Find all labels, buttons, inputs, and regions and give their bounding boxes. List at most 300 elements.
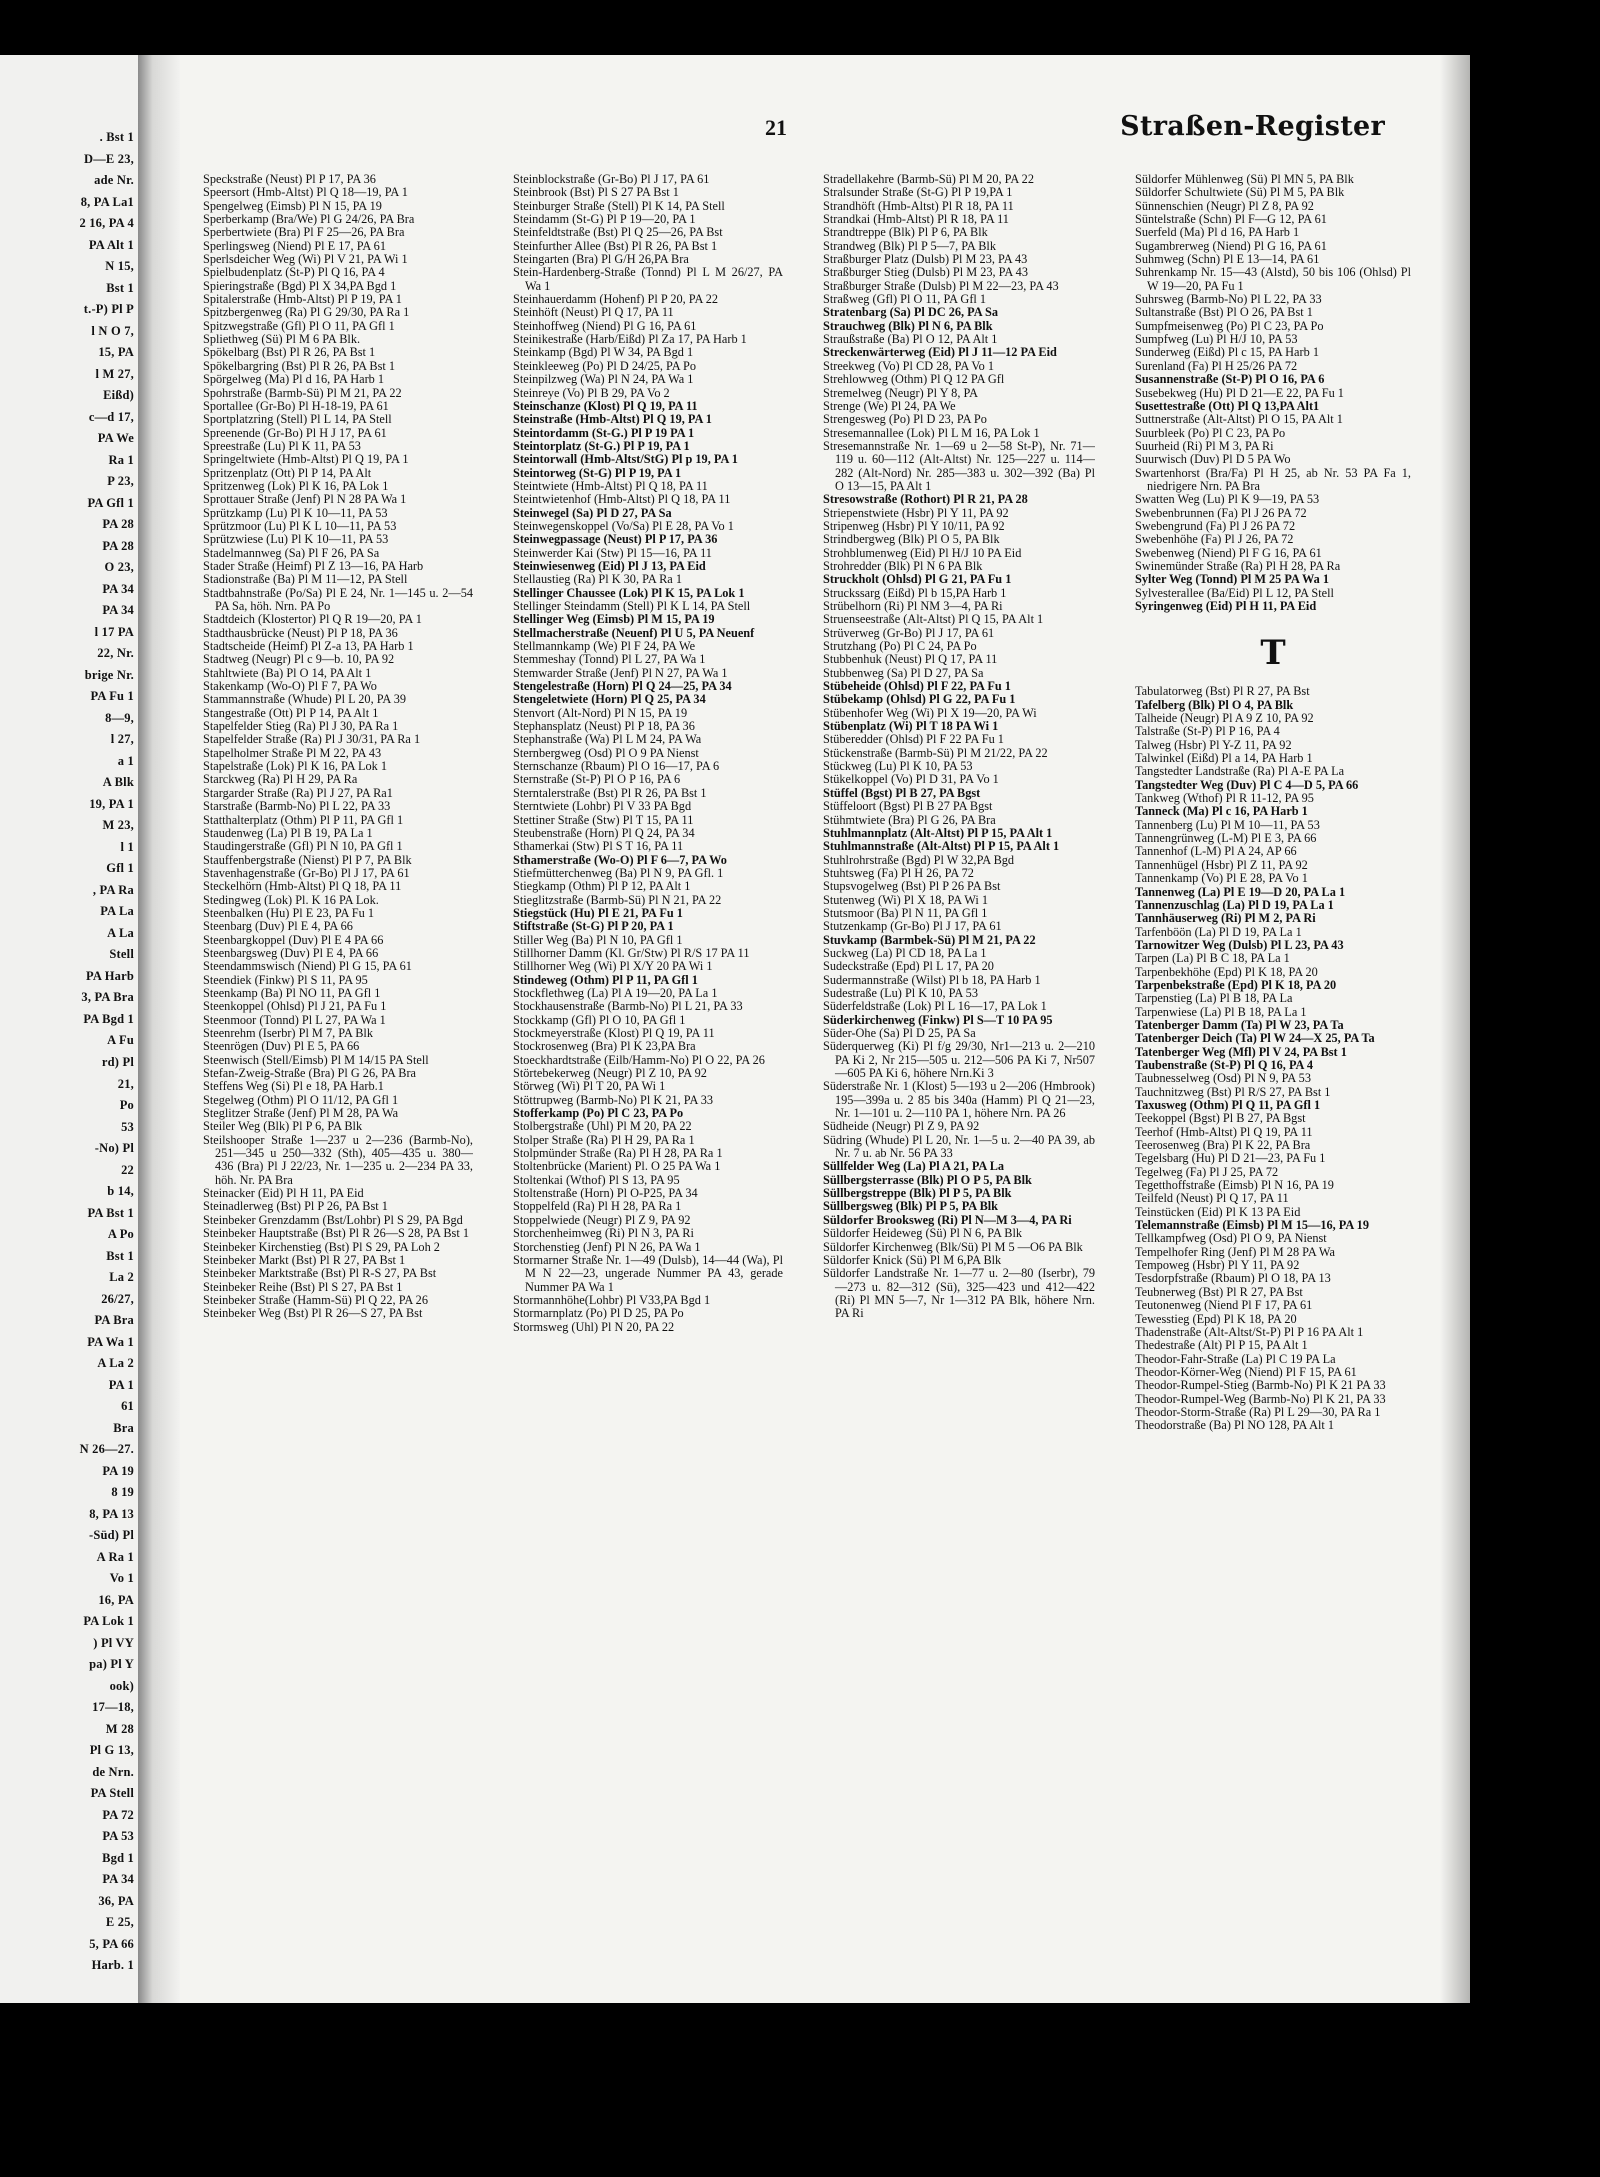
street-entry: Süderkirchenweg (Finkw) Pl S—T 10 PA 95	[823, 1012, 1053, 1027]
left-page-line-fragment: PA We	[97, 431, 134, 445]
street-entry: Tannhäuserweg (Ri) Pl M 2, PA Ri	[1135, 911, 1316, 926]
left-page-line-fragment: l N O 7,	[91, 324, 134, 338]
street-entry: Steinacker (Eid) Pl H 11, PA Eid	[203, 1186, 364, 1201]
street-entry: Steinschanze (Klost) Pl Q 19, PA 11	[513, 398, 698, 413]
street-entry: Sprützwiese (Lu) Pl K 10—11, PA 53	[203, 532, 389, 547]
street-entry: Spitzbergenweg (Ra) Pl G 29/30, PA Ra 1	[203, 305, 410, 320]
street-entry: Steinbeker Grenzdamm (Bst/Lohbr) Pl S 29, PA Bgd	[203, 1212, 463, 1227]
street-entry: Spritzenweg (Lok) Pl K 16, PA Lok 1	[203, 478, 389, 493]
street-entry: Teubnerweg (Bst) Pl R 27, PA Bst	[1135, 1284, 1303, 1299]
street-entry: Steindamm (St-G) Pl P 19—20, PA 1	[513, 212, 696, 227]
street-entry: Stückweg (Lu) Pl K 10, PA 53	[823, 759, 973, 774]
street-entry: Suhmweg (Schn) Pl E 13—14, PA 61	[1135, 252, 1320, 267]
left-page-line-fragment: 3, PA Bra	[81, 990, 134, 1004]
street-entry: Steinbeker Reihe (Bst) Pl S 27, PA Bst 1	[203, 1279, 403, 1294]
street-entry: Sunderweg (Eißd) Pl c 15, PA Harb 1	[1135, 345, 1319, 360]
left-page-line-fragment: ook)	[109, 1679, 134, 1693]
page-number: 21	[765, 115, 787, 140]
street-entry: Spohrstraße (Barmb-Sü) Pl M 21, PA 22	[203, 385, 402, 400]
left-page-line-fragment: PA 1	[108, 1378, 134, 1392]
street-entry: Stratenbarg (Sa) Pl DC 26, PA Sa	[823, 305, 998, 320]
street-entry: Tewesstieg (Epd) Pl K 18, PA 20	[1135, 1311, 1297, 1326]
street-entry: Tannengrünweg (L-M) Pl E 3, PA 66	[1135, 831, 1317, 846]
street-entry: Tempelhofer Ring (Jenf) Pl M 28 PA Wa	[1135, 1244, 1336, 1259]
street-entry: Spritzenplatz (Ott) Pl P 14, PA Alt	[203, 465, 372, 480]
left-page-line-fragment: Harb. 1	[91, 1958, 134, 1972]
left-page-line-fragment: PA 19	[102, 1464, 134, 1478]
left-page-line-fragment: A La	[107, 926, 134, 940]
street-entry: Susebekweg (Hu) Pl D 21—E 22, PA Fu 1	[1135, 385, 1344, 400]
street-entry: Sultanstraße (Bst) Pl O 26, PA Bst 1	[1135, 305, 1313, 320]
street-entry: Süderfeldstraße (Lok) Pl L 16—17, PA Lok 1	[823, 999, 1047, 1014]
left-page-line-fragment: N 15,	[105, 259, 134, 273]
register-column-2	[513, 173, 783, 1983]
street-entry: Spieringstraße (Bgd) Pl X 34,PA Bgd 1	[203, 278, 397, 293]
street-entry: Süldorfer Mühlenweg (Sü) Pl MN 5, PA Blk	[1135, 173, 1354, 186]
street-entry: Tatenberger Deich (Ta) Pl W 24—X 25, PA Ta	[1135, 1031, 1375, 1046]
street-entry: Telemannstraße (Eimsb) Pl M 15—16, PA 19	[1135, 1218, 1369, 1233]
street-entry: Stoltenbrücke (Marient) Pl. O 25 PA Wa 1	[513, 1159, 721, 1174]
street-entry: Steenbarg (Duv) Pl E 4, PA 66	[203, 919, 353, 934]
street-entry: Spielbudenplatz (St-P) Pl Q 16, PA 4	[203, 265, 385, 280]
street-entry: Steenbalken (Hu) Pl E 23, PA Fu 1	[203, 905, 375, 920]
left-page-line-fragment: M 23,	[102, 818, 134, 832]
street-entry: Tarpenbekhöhe (Epd) Pl K 18, PA 20	[1135, 964, 1318, 979]
street-entry: Stormannhöhe(Lohbr) Pl V33,PA Bgd 1	[513, 1292, 711, 1307]
street-entry: Strandhöft (Hmb-Altst) Pl R 18, PA 11	[823, 198, 1014, 213]
street-entry: Springeltwiete (Hmb-Altst) Pl Q 19, PA 1	[203, 452, 409, 467]
street-entry: Sterntwiete (Lohbr) Pl V 33 PA Bgd	[513, 799, 692, 814]
street-entry: Tauchnitzweg (Bst) Pl R/S 27, PA Bst 1	[1135, 1084, 1331, 1099]
street-entry: Sünnenschien (Neugr) Pl Z 8, PA 92	[1135, 198, 1314, 213]
left-page-line-fragment: 22, Nr.	[97, 646, 134, 660]
street-entry: Süldorfer Kirchenweg (Blk/Sü) Pl M 5 —O6 PA Blk	[823, 1239, 1083, 1254]
street-entry: Stripenweg (Hsbr) Pl Y 10/11, PA 92	[823, 518, 1005, 533]
street-entry: Starstraße (Barmb-No) Pl L 22, PA 33	[203, 799, 391, 814]
street-entry: Stuhlmannstraße (Alt-Altst) Pl P 15, PA Alt 1	[823, 839, 1060, 854]
street-entry: Stellinger Weg (Eimsb) Pl M 15, PA 19	[513, 612, 715, 627]
street-entry: Steckelhörn (Hmb-Altst) Pl Q 18, PA 11	[203, 879, 402, 894]
left-page-line-fragment: rd) Pl	[101, 1055, 134, 1069]
street-entry: Süldorfer Brooksweg (Ri) Pl N—M 3—4, PA Ri	[823, 1212, 1072, 1227]
street-entry: Tannenkamp (Vo) Pl E 28, PA Vo 1	[1135, 871, 1308, 886]
street-entry: Taubenstraße (St-P) Pl Q 16, PA 4	[1135, 1057, 1313, 1072]
street-entry: Stemwarder Straße (Jenf) Pl N 27, PA Wa 1	[513, 665, 728, 680]
street-entry: Stadtbahnstraße (Po/Sa) Pl E 24, Nr. 1—145 u. 2—54 PA Sa, höh. Nrn. PA Po	[203, 585, 473, 613]
street-entry: Swatten Weg (Lu) Pl K 9—19, PA 53	[1135, 492, 1320, 507]
left-page-line-fragment: PA Gfl 1	[87, 496, 134, 510]
street-entry: Talwinkel (Eißd) Pl a 14, PA Harb 1	[1135, 751, 1313, 766]
street-entry: Steinreye (Vo) Pl B 29, PA Vo 2	[513, 385, 670, 400]
street-entry: Tarpenwiese (La) Pl B 18, PA La 1	[1135, 1004, 1307, 1019]
street-entry: Steinbeker Kirchenstieg (Bst) Pl S 29, PA Loh 2	[203, 1239, 440, 1254]
street-entry: Strauchweg (Blk) Pl N 6, PA Blk	[823, 318, 993, 333]
left-page-line-fragment: 8, PA 13	[89, 1507, 134, 1521]
left-page-line-fragment: PA 28	[102, 539, 134, 553]
street-entry: Stoppelfeld (Ra) Pl H 28, PA Ra 1	[513, 1199, 682, 1214]
street-entry: Thedestraße (Alt) Pl P 15, PA Alt 1	[1135, 1338, 1308, 1353]
left-page-line-fragment: PA 34	[102, 582, 134, 596]
street-entry: Strenge (We) Pl 24, PA We	[823, 398, 956, 413]
left-page-line-fragment: PA Bgd 1	[83, 1012, 134, 1026]
street-entry: Steinbeker Marktstraße (Bst) Pl R-S 27, PA Bst	[203, 1266, 437, 1281]
left-page-line-fragment: 8, PA La1	[80, 195, 134, 209]
street-entry: Süderquerweg (Ki) Pl f/g 29/30, Nr1—213 u. 2—210 PA Ki 2, Nr 215—505 u. 212—506 PA Ki 7, Nr507—605 PA Ki 6, höhere Nrn.Ki 3	[823, 1039, 1095, 1081]
street-entry: Strutzhang (Po) Pl C 24, PA Po	[823, 639, 977, 654]
street-entry: Tannenweg (La) Pl E 19—D 20, PA La 1	[1135, 884, 1346, 899]
left-page-line-fragment: 26/27,	[101, 1292, 134, 1306]
street-entry: Steintorwall (Hmb-Altst/StG) Pl p 19, PA 1	[513, 452, 738, 467]
street-entry: Strüverweg (Gr-Bo) Pl J 17, PA 61	[823, 625, 995, 640]
left-page-line-fragment: PA Lok 1	[83, 1614, 134, 1628]
street-entry: Steinhauerdamm (Hohenf) Pl P 20, PA 22	[513, 292, 719, 307]
street-entry: Süllbergsterrasse (Blk) Pl O P 5, PA Blk	[823, 1172, 1032, 1187]
street-entry: Talstraße (St-P) Pl P 16, PA 4	[1135, 724, 1280, 739]
street-entry: Steenmoor (Tonnd) Pl L 27, PA Wa 1	[203, 1012, 386, 1027]
street-entry: Steinkamp (Bgd) Pl W 34, PA Bgd 1	[513, 345, 694, 360]
street-entry: Sperlingsweg (Niend) Pl E 17, PA 61	[203, 238, 386, 253]
street-entry: Struckholt (Ohlsd) Pl G 21, PA Fu 1	[823, 572, 1012, 587]
street-entry: Steenrögen (Duv) Pl E 5, PA 66	[203, 1039, 360, 1054]
left-page-line-fragment: PA La	[100, 904, 134, 918]
street-entry: Stengeletwiete (Horn) Pl Q 25, PA 34	[513, 692, 706, 707]
street-entry: Sumpfmeisenweg (Po) Pl C 23, PA Po	[1135, 318, 1324, 333]
street-entry: Steinpilzweg (Wa) Pl N 24, PA Wa 1	[513, 372, 694, 387]
street-entry: Tannenberg (Lu) Pl M 10—11, PA 53	[1135, 817, 1320, 832]
street-entry: Tangstedter Weg (Duv) Pl C 4—D 5, PA 66	[1135, 777, 1359, 792]
left-page-line-fragment: Gfl 1	[106, 861, 134, 875]
street-entry: Talheide (Neugr) Pl A 9 Z 10, PA 92	[1135, 711, 1314, 726]
street-entry: Störweg (Wi) Pl T 20, PA Wi 1	[513, 1079, 666, 1094]
street-entry: Stüffeloort (Bgst) Pl B 27 PA Bgst	[823, 799, 993, 814]
street-entry: Stralsunder Straße (St-G) Pl P 19,PA 1	[823, 185, 1013, 200]
left-page-line-fragment: Eißd)	[103, 388, 134, 402]
street-entry: Strindbergweg (Blk) Pl O 5, PA Blk	[823, 532, 1000, 547]
left-page-line-fragment: -No) Pl	[94, 1141, 134, 1155]
left-page-line-fragment: de Nrn.	[92, 1765, 134, 1779]
left-page-line-fragment: P 23,	[107, 474, 134, 488]
street-entry: Steinwegpassage (Neust) Pl P 17, PA 36	[513, 532, 718, 547]
street-entry: Tarpenbekstraße (Epd) Pl K 18, PA 20	[1135, 977, 1337, 992]
street-entry: Teutonenweg (Niend Pl F 17, PA 61	[1135, 1298, 1313, 1313]
street-entry: Suhrsweg (Barmb-No) Pl L 22, PA 33	[1135, 292, 1322, 307]
street-entry: Stuhtsweg (Fa) Pl H 26, PA 72	[823, 865, 974, 880]
street-entry: Sperlsdeicher Weg (Wi) Pl V 21, PA Wi 1	[203, 252, 408, 267]
street-entry: Stüffel (Bgst) Pl B 27, PA Bgst	[823, 785, 981, 800]
street-entry: Stoppelwiede (Neugr) Pl Z 9, PA 92	[513, 1212, 691, 1227]
street-entry: Surenland (Fa) Pl H 25/26 PA 72	[1135, 358, 1298, 373]
street-entry: Stolper Straße (Ra) Pl H 29, PA Ra 1	[513, 1132, 695, 1147]
left-page-line-fragment: PA Harb	[85, 969, 134, 983]
left-page-line-fragment: ) Pl VY	[93, 1636, 134, 1650]
street-entry: Stremelweg (Neugr) Pl Y 8, PA	[823, 385, 979, 400]
street-entry: Stangestraße (Ott) Pl P 14, PA Alt 1	[203, 705, 379, 720]
street-entry: Sprützmoor (Lu) Pl K L 10—11, PA 53	[203, 518, 397, 533]
left-page-line-fragment: M 28	[105, 1722, 134, 1736]
street-entry: Sternstraße (St-P) Pl O P 16, PA 6	[513, 772, 681, 787]
street-entry: Spreestraße (Lu) Pl K 11, PA 53	[203, 438, 361, 453]
street-entry: Stellinger Steindamm (Stell) Pl K L 14, PA Stell	[513, 599, 751, 613]
left-page-line-fragment: 8 19	[111, 1485, 134, 1499]
street-entry: Taubnesselweg (Osd) Pl N 9, PA 53	[1135, 1071, 1311, 1086]
street-entry: Stükelkoppel (Vo) Pl D 31, PA Vo 1	[823, 772, 999, 787]
street-entry: Theodorstraße (Ba) Pl NO 128, PA Alt 1	[1135, 1418, 1335, 1433]
street-entry: Stiftstraße (St-G) Pl P 20, PA 1	[513, 919, 674, 934]
street-entry: Steinbeker Markt (Bst) Pl R 27, PA Bst 1	[203, 1252, 406, 1267]
street-entry: Streekweg (Vo) Pl CD 28, PA Vo 1	[823, 358, 995, 373]
left-page-line-fragment: La 2	[109, 1270, 134, 1284]
street-entry: Stellinger Chaussee (Lok) Pl K 15, PA Lok 1	[513, 585, 745, 600]
street-entry: Teekoppel (Bgst) Pl B 27, PA Bgst	[1135, 1111, 1306, 1126]
left-page-line-fragment: PA 28	[102, 517, 134, 531]
street-entry: Stradellakehre (Barmb-Sü) Pl M 20, PA 22	[823, 173, 1034, 186]
street-entry: Stauffenbergstraße (Nienst) Pl P 7, PA Blk	[203, 852, 412, 867]
left-page-line-fragment: , PA Ra	[92, 883, 134, 897]
left-page-line-fragment: PA Stell	[90, 1786, 134, 1800]
street-entry: Stiegkamp (Othm) Pl P 12, PA Alt 1	[513, 879, 691, 894]
street-entry: Susannenstraße (St-P) Pl O 16, PA 6	[1135, 372, 1325, 387]
street-entry: Steinstraße (Hmb-Altst) Pl Q 19, PA 1	[513, 412, 712, 427]
street-entry: Steenrehm (Iserbr) Pl M 7, PA Blk	[203, 1026, 373, 1040]
street-entry: Steenkamp (Ba) Pl NO 11, PA Gfl 1	[203, 985, 381, 1000]
street-entry: Stockmeyerstraße (Klost) Pl Q 19, PA 11	[513, 1026, 715, 1040]
street-entry: Stormarnplatz (Po) Pl D 25, PA Po	[513, 1306, 684, 1321]
left-page-line-fragment: A La 2	[97, 1356, 134, 1370]
street-entry: Steinwegel (Sa) Pl D 27, PA Sa	[513, 505, 672, 520]
street-entry: Tesdorpfstraße (Rbaum) Pl O 18, PA 13	[1135, 1271, 1331, 1286]
street-entry: Stoeckhardtstraße (Eilb/Hamm-No) Pl O 22, PA 26	[513, 1052, 765, 1067]
street-entry: Stubbenhuk (Neust) Pl Q 17, PA 11	[823, 652, 998, 667]
street-entry: Sprützkamp (Lu) Pl K 10—11, PA 53	[203, 505, 388, 520]
street-entry: Steubenstraße (Horn) Pl Q 24, PA 34	[513, 825, 695, 840]
street-entry: Steinfeldtstraße (Bst) Pl Q 25—26, PA Bst	[513, 225, 723, 240]
street-entry: Steinbeker Hauptstraße (Bst) Pl R 26—S 28, PA Bst 1	[203, 1226, 469, 1241]
street-entry: Sugambrerweg (Niend) Pl G 16, PA 61	[1135, 238, 1327, 253]
left-page-line-fragment: a 1	[117, 754, 134, 768]
street-entry: Tempoweg (Hsbr) Pl Y 11, PA 92	[1135, 1258, 1300, 1273]
street-entry: Steinfurther Allee (Bst) Pl R 26, PA Bst 1	[513, 238, 718, 253]
street-entry: Steenwisch (Stell/Eimsb) Pl M 14/15 PA Stell	[203, 1052, 429, 1067]
street-entry: Süldorfer Knick (Sü) Pl M 6,PA Blk	[823, 1252, 1002, 1267]
left-page-line-fragment: E 25,	[105, 1915, 134, 1929]
street-entry: Tarpenstieg (La) Pl B 18, PA La	[1135, 991, 1293, 1006]
street-entry: Süldorfer Heideweg (Sü) Pl N 6, PA Blk	[823, 1226, 1023, 1241]
left-page-line-fragment: 2 16, PA 4	[79, 216, 134, 230]
street-entry: Sterntalerstraße (Bst) Pl R 26, PA Bst 1	[513, 785, 707, 800]
street-entry: Stupsvogelweg (Bst) Pl P 26 PA Bst	[823, 879, 1001, 894]
street-entry: Steintwietenhof (Hmb-Altst) Pl Q 18, PA 11	[513, 492, 731, 507]
street-entry: Sylvesterallee (Ba/Eid) Pl L 12, PA Stell	[1135, 585, 1334, 600]
street-entry: Speersort (Hmb-Altst) Pl Q 18—19, PA 1	[203, 185, 408, 200]
street-entry: Strandweg (Blk) Pl P 5—7, PA Blk	[823, 238, 996, 253]
left-page-line-fragment: O 23,	[104, 560, 134, 574]
street-entry: Stiegstück (Hu) Pl E 21, PA Fu 1	[513, 905, 683, 920]
street-entry: Stofferkamp (Po) Pl C 23, PA Po	[513, 1106, 684, 1121]
street-entry: Süldorfer Schultwiete (Sü) Pl M 5, PA Blk	[1135, 185, 1345, 200]
street-entry: Steinbrook (Bst) Pl S 27 PA Bst 1	[513, 185, 679, 200]
street-entry: Teerosenweg (Bra) Pl K 22, PA Bra	[1135, 1138, 1311, 1153]
street-entry: Tegelsbarg (Hu) Pl D 21—23, PA Fu 1	[1135, 1151, 1326, 1166]
street-entry: Swebenweg (Niend) Pl F G 16, PA 61	[1135, 545, 1322, 560]
street-entry: Sudermannstraße (Wilst) Pl b 18, PA Harb 1	[823, 972, 1041, 987]
left-page-line-fragment: b 14,	[107, 1184, 134, 1198]
street-entry: Steinkleeweg (Po) Pl D 24/25, PA Po	[513, 358, 696, 373]
street-entry: Tatenberger Weg (Mfl) Pl V 24, PA Bst 1	[1135, 1044, 1347, 1059]
left-page-line-fragment: 21,	[117, 1077, 134, 1091]
street-entry: Stapelholmer Straße Pl M 22, PA 43	[203, 745, 382, 760]
street-entry: Staudingerstraße (Gfl) Pl N 10, PA Gfl 1	[203, 839, 403, 854]
street-entry: Steintorplatz (St-G.) Pl P 19, PA 1	[513, 438, 690, 453]
left-page-line-fragment: A Po	[107, 1227, 134, 1241]
left-page-line-fragment: c—d 17,	[88, 410, 134, 424]
street-entry: Sperberkamp (Bra/We) Pl G 24/26, PA Bra	[203, 212, 415, 227]
left-page-line-fragment: PA Fu 1	[90, 689, 134, 703]
left-page-line-fragment: A Ra 1	[96, 1550, 134, 1564]
street-entry: Stubbenweg (Sa) Pl D 27, PA Sa	[823, 665, 984, 680]
street-entry: Suurbleek (Po) Pl C 23, PA Po	[1135, 425, 1286, 440]
left-page-line-fragment: Bst 1	[106, 281, 134, 295]
street-entry: Sthamerkai (Stw) Pl S T 16, PA 11	[513, 839, 684, 854]
street-entry: Stühmtwiete (Bra) Pl G 26, PA Bra	[823, 812, 996, 827]
street-entry: Strehlowweg (Othm) Pl Q 12 PA Gfl	[823, 372, 1005, 387]
left-page-line-fragment: 17—18,	[92, 1700, 134, 1714]
street-entry: Stedingweg (Lok) Pl. K 16 PA Lok.	[203, 892, 379, 907]
street-entry: Straßburger Straße (Dulsb) Pl M 22—23, PA 43	[823, 278, 1059, 293]
street-entry: Süllbergsweg (Blk) Pl P 5, PA Blk	[823, 1199, 999, 1214]
street-entry: Tarfenböön (La) Pl D 19, PA La 1	[1135, 924, 1302, 939]
street-entry: Spörgelweg (Ma) Pl d 16, PA Harb 1	[203, 372, 385, 387]
street-entry: Straßweg (Gfl) Pl O 11, PA Gfl 1	[823, 292, 987, 307]
left-page-line-fragment: Bra	[113, 1421, 134, 1435]
street-entry: Tegetthoffstraße (Eimsb) Pl N 16, PA 19	[1135, 1178, 1334, 1193]
left-page-line-fragment: Bst 1	[106, 1249, 134, 1263]
street-entry: Stresemannstraße Nr. 1—69 u 2—58 St-P), Nr. 71—119 u. 60—112 (Alt-Altst) Nr. 125—227 u. 114—282 (Alt-Nord) Nr. 285—383 u. 302—392 (Ba) Pl O 13—15, PA Alt 1	[823, 438, 1095, 493]
left-page-line-fragment: PA Bst 1	[87, 1206, 134, 1220]
street-entry: Süntelstraße (Schn) Pl F—G 12, PA 61	[1135, 212, 1327, 227]
street-entry: Stettiner Straße (Stw) Pl T 15, PA 11	[513, 812, 694, 827]
street-entry: Sperbertwiete (Bra) Pl F 25—26, PA Bra	[203, 225, 405, 240]
street-entry: Striepenstwiete (Hsbr) Pl Y 11, PA 92	[823, 505, 1009, 520]
street-entry: Steiler Weg (Blk) Pl P 6, PA Blk	[203, 1119, 363, 1134]
street-entry: Steintorweg (St-G) Pl P 19, PA 1	[513, 465, 682, 480]
street-entry: Steingarten (Bra) Pl G/H 26,PA Bra	[513, 252, 689, 267]
street-entry: Stuvkamp (Barmbek-Sü) Pl M 21, PA 22	[823, 932, 1036, 947]
left-page-line-fragment: 53	[121, 1120, 134, 1134]
street-entry: Suckweg (La) Pl CD 18, PA La 1	[823, 945, 987, 960]
left-page-line-fragment: Vo 1	[109, 1571, 134, 1585]
street-entry: Tatenberger Damm (Ta) Pl W 23, PA Ta	[1135, 1017, 1344, 1032]
street-entry: Swebengrund (Fa) Pl J 26 PA 72	[1135, 518, 1296, 533]
street-entry: Steinwegenskoppel (Vo/Sa) Pl E 28, PA Vo 1	[513, 518, 734, 533]
left-page-line-fragment: Bgd 1	[102, 1851, 134, 1865]
street-entry: Steinblockstraße (Gr-Bo) Pl J 17, PA 61	[513, 173, 710, 186]
street-entry: Tabulatorweg (Bst) Pl R 27, PA Bst	[1135, 684, 1310, 699]
street-entry: Stillhorner Weg (Wi) Pl X/Y 20 PA Wi 1	[513, 959, 713, 974]
left-page-line-fragment: N 26—27.	[79, 1442, 134, 1456]
street-entry: Sudeckstraße (Epd) Pl L 17, PA 20	[823, 959, 994, 974]
street-entry: Stargarder Straße (Ra) Pl J 27, PA Ra1	[203, 785, 393, 800]
book-gutter	[138, 55, 180, 2003]
street-entry: Stockkamp (Gfl) Pl O 10, PA Gfl 1	[513, 1012, 686, 1027]
street-entry: Streckenwärterweg (Eid) Pl J 11—12 PA Eid	[823, 345, 1057, 360]
street-entry: Steinhöft (Neust) Pl Q 17, PA 11	[513, 305, 674, 320]
street-entry: Stellaustieg (Ra) Pl K 30, PA Ra 1	[513, 572, 682, 587]
street-entry: Stübeheide (Ohlsd) Pl F 22, PA Fu 1	[823, 679, 1011, 694]
street-entry: Tarpen (La) Pl B C 18, PA La 1	[1135, 951, 1290, 966]
street-entry: Spökelbargring (Bst) Pl R 26, PA Bst 1	[203, 358, 396, 373]
left-page-line-fragment: PA 72	[102, 1808, 134, 1822]
street-entry: Stückenstraße (Barmb-Sü) Pl M 21/22, PA 22	[823, 745, 1048, 760]
street-entry: Stapelstraße (Lok) Pl K 16, PA Lok 1	[203, 759, 387, 774]
register-column-1	[203, 173, 473, 1983]
street-entry: Sportallee (Gr-Bo) Pl H-18-19, PA 61	[203, 398, 389, 413]
street-entry: Stuhlmannplatz (Alt-Altst) Pl P 15, PA Alt 1	[823, 825, 1053, 840]
street-entry: Sportplatzring (Stell) Pl L 14, PA Stell	[203, 412, 392, 427]
street-entry: Spengelweg (Eimsb) Pl N 15, PA 19	[203, 198, 382, 213]
street-entry: Spitzwegstraße (Gfl) Pl O 11, PA Gfl 1	[203, 318, 395, 333]
left-page-line-fragment: . Bst 1	[99, 130, 134, 144]
street-entry: Spliethweg (Sü) Pl M 6 PA Blk.	[203, 332, 361, 347]
street-entry: Stapelfelder Stieg (Ra) Pl J 30, PA Ra 1	[203, 719, 399, 734]
street-entry: Stöttrupweg (Barmb-No) Pl K 21, PA 33	[513, 1092, 714, 1107]
register-column-4	[1135, 173, 1411, 1983]
street-entry: Stormsweg (Uhl) Pl N 20, PA 22	[513, 1319, 675, 1334]
street-entry: Strohredder (Blk) Pl N 6 PA Blk	[823, 558, 983, 573]
street-entry: Stemmeshay (Tonnd) Pl L 27, PA Wa 1	[513, 652, 706, 667]
street-entry: Stoltenstraße (Horn) Pl O-P25, PA 34	[513, 1186, 698, 1201]
street-entry: Taxusweg (Othm) Pl Q 11, PA Gfl 1	[1135, 1098, 1321, 1112]
street-entry: Stiller Weg (Ba) Pl N 10, PA Gfl 1	[513, 932, 683, 947]
street-entry: Stahltwiete (Ba) Pl O 14, PA Alt 1	[203, 665, 372, 680]
left-page-line-fragment: Pl G 13,	[89, 1743, 134, 1757]
street-entry: Stutzenkamp (Gr-Bo) Pl J 17, PA 61	[823, 919, 1002, 934]
left-page-line-fragment: 5, PA 66	[89, 1937, 134, 1951]
street-entry: Steinbeker Straße (Hamm-Sü) Pl Q 22, PA 26	[203, 1292, 428, 1307]
left-page-line-fragment: A Fu	[107, 1033, 134, 1047]
left-page-line-fragment: 19, PA 1	[89, 797, 134, 811]
street-entry: Süldorfer Landstraße Nr. 1—77 u. 2—80 (Iserbr), 79—273 u. 82—312 (Sü), 325—423 und 412—422 (Ri) Pl MN 5—7, Nr 1—312 PA Blk, höhere Nrn. PA Ri	[823, 1266, 1095, 1321]
street-entry: Sthamerstraße (Wo-O) Pl F 6—7, PA Wo	[513, 852, 727, 867]
street-entry: Steenkoppel (Ohlsd) Pl J 21, PA Fu 1	[203, 999, 387, 1014]
left-page-line-fragment: -Süd) Pl	[88, 1528, 134, 1542]
street-entry: Steinwiesenweg (Eid) Pl J 13, PA Eid	[513, 558, 706, 573]
street-entry: Tafelberg (Blk) Pl O 4, PA Blk	[1135, 697, 1294, 712]
street-entry: Strandkai (Hmb-Altst) Pl R 18, PA 11	[823, 212, 1009, 227]
street-entry: Storchenheimweg (Ri) Pl N 3, PA Ri	[513, 1226, 694, 1241]
street-entry: Steinburger Straße (Stell) Pl K 14, PA Stell	[513, 198, 725, 213]
street-entry: Steintwiete (Hmb-Altst) Pl Q 18, PA 11	[513, 478, 708, 493]
street-entry: Sumpfweg (Lu) Pl H/J 10, PA 53	[1135, 332, 1298, 347]
street-entry: Stieglitzstraße (Barmb-Sü) Pl N 21, PA 22	[513, 892, 722, 907]
street-entry: Strübelhorn (Ri) Pl NM 3—4, PA Ri	[823, 599, 1003, 613]
left-page-line-fragment: A Blk	[102, 775, 134, 789]
street-entry: Stefan-Zweig-Straße (Bra) Pl G 26, PA Bra	[203, 1066, 416, 1081]
street-entry: Tannenzuschlag (La) Pl D 19, PA La 1	[1135, 897, 1334, 912]
street-entry: Süderstraße Nr. 1 (Klost) 5—193 u 2—206 (Hmbrook) 195—399a u. 2 85 bis 340a (Hamm) Pl Q 21—23, Nr. 1—101 u. 2—110 PA 1, höhere Nrn. PA 26	[823, 1079, 1095, 1121]
left-page-line-fragment: PA 34	[102, 1872, 134, 1886]
left-page-line-fragment: Po	[119, 1098, 134, 1112]
street-entry: Strandtreppe (Blk) Pl P 6, PA Blk	[823, 225, 988, 240]
street-entry: Swartenhorst (Bra/Fa) Pl H 25, ab Nr. 53 PA Fa 1, niedrigere Nrn. PA Bra	[1135, 465, 1411, 493]
street-entry: Steilshooper Straße 1—237 u 2—236 (Barmb-No), 251—345 u 250—332 (Sth), 405—435 u. 380—436 (Bra) Pl J 22/23, Nr. 1—235 u. 2—234 PA 33, höh. Nr. PA Bra	[203, 1132, 473, 1187]
street-entry: Steintordamm (St-G.) Pl P 19 PA 1	[513, 425, 695, 440]
left-page-line-fragment: PA Wa 1	[87, 1335, 134, 1349]
street-entry: Tarnowitzer Weg (Dulsb) Pl L 23, PA 43	[1135, 937, 1344, 952]
street-entry: Stübenhofer Weg (Wi) Pl X 19—20, PA Wi	[823, 705, 1037, 720]
street-entry: Teerhof (Hmb-Altst) Pl Q 19, PA 11	[1135, 1124, 1313, 1139]
street-entry: Starckweg (Ra) Pl H 29, PA Ra	[203, 772, 358, 787]
street-entry: Spökelbarg (Bst) Pl R 26, PA Bst 1	[203, 345, 376, 360]
